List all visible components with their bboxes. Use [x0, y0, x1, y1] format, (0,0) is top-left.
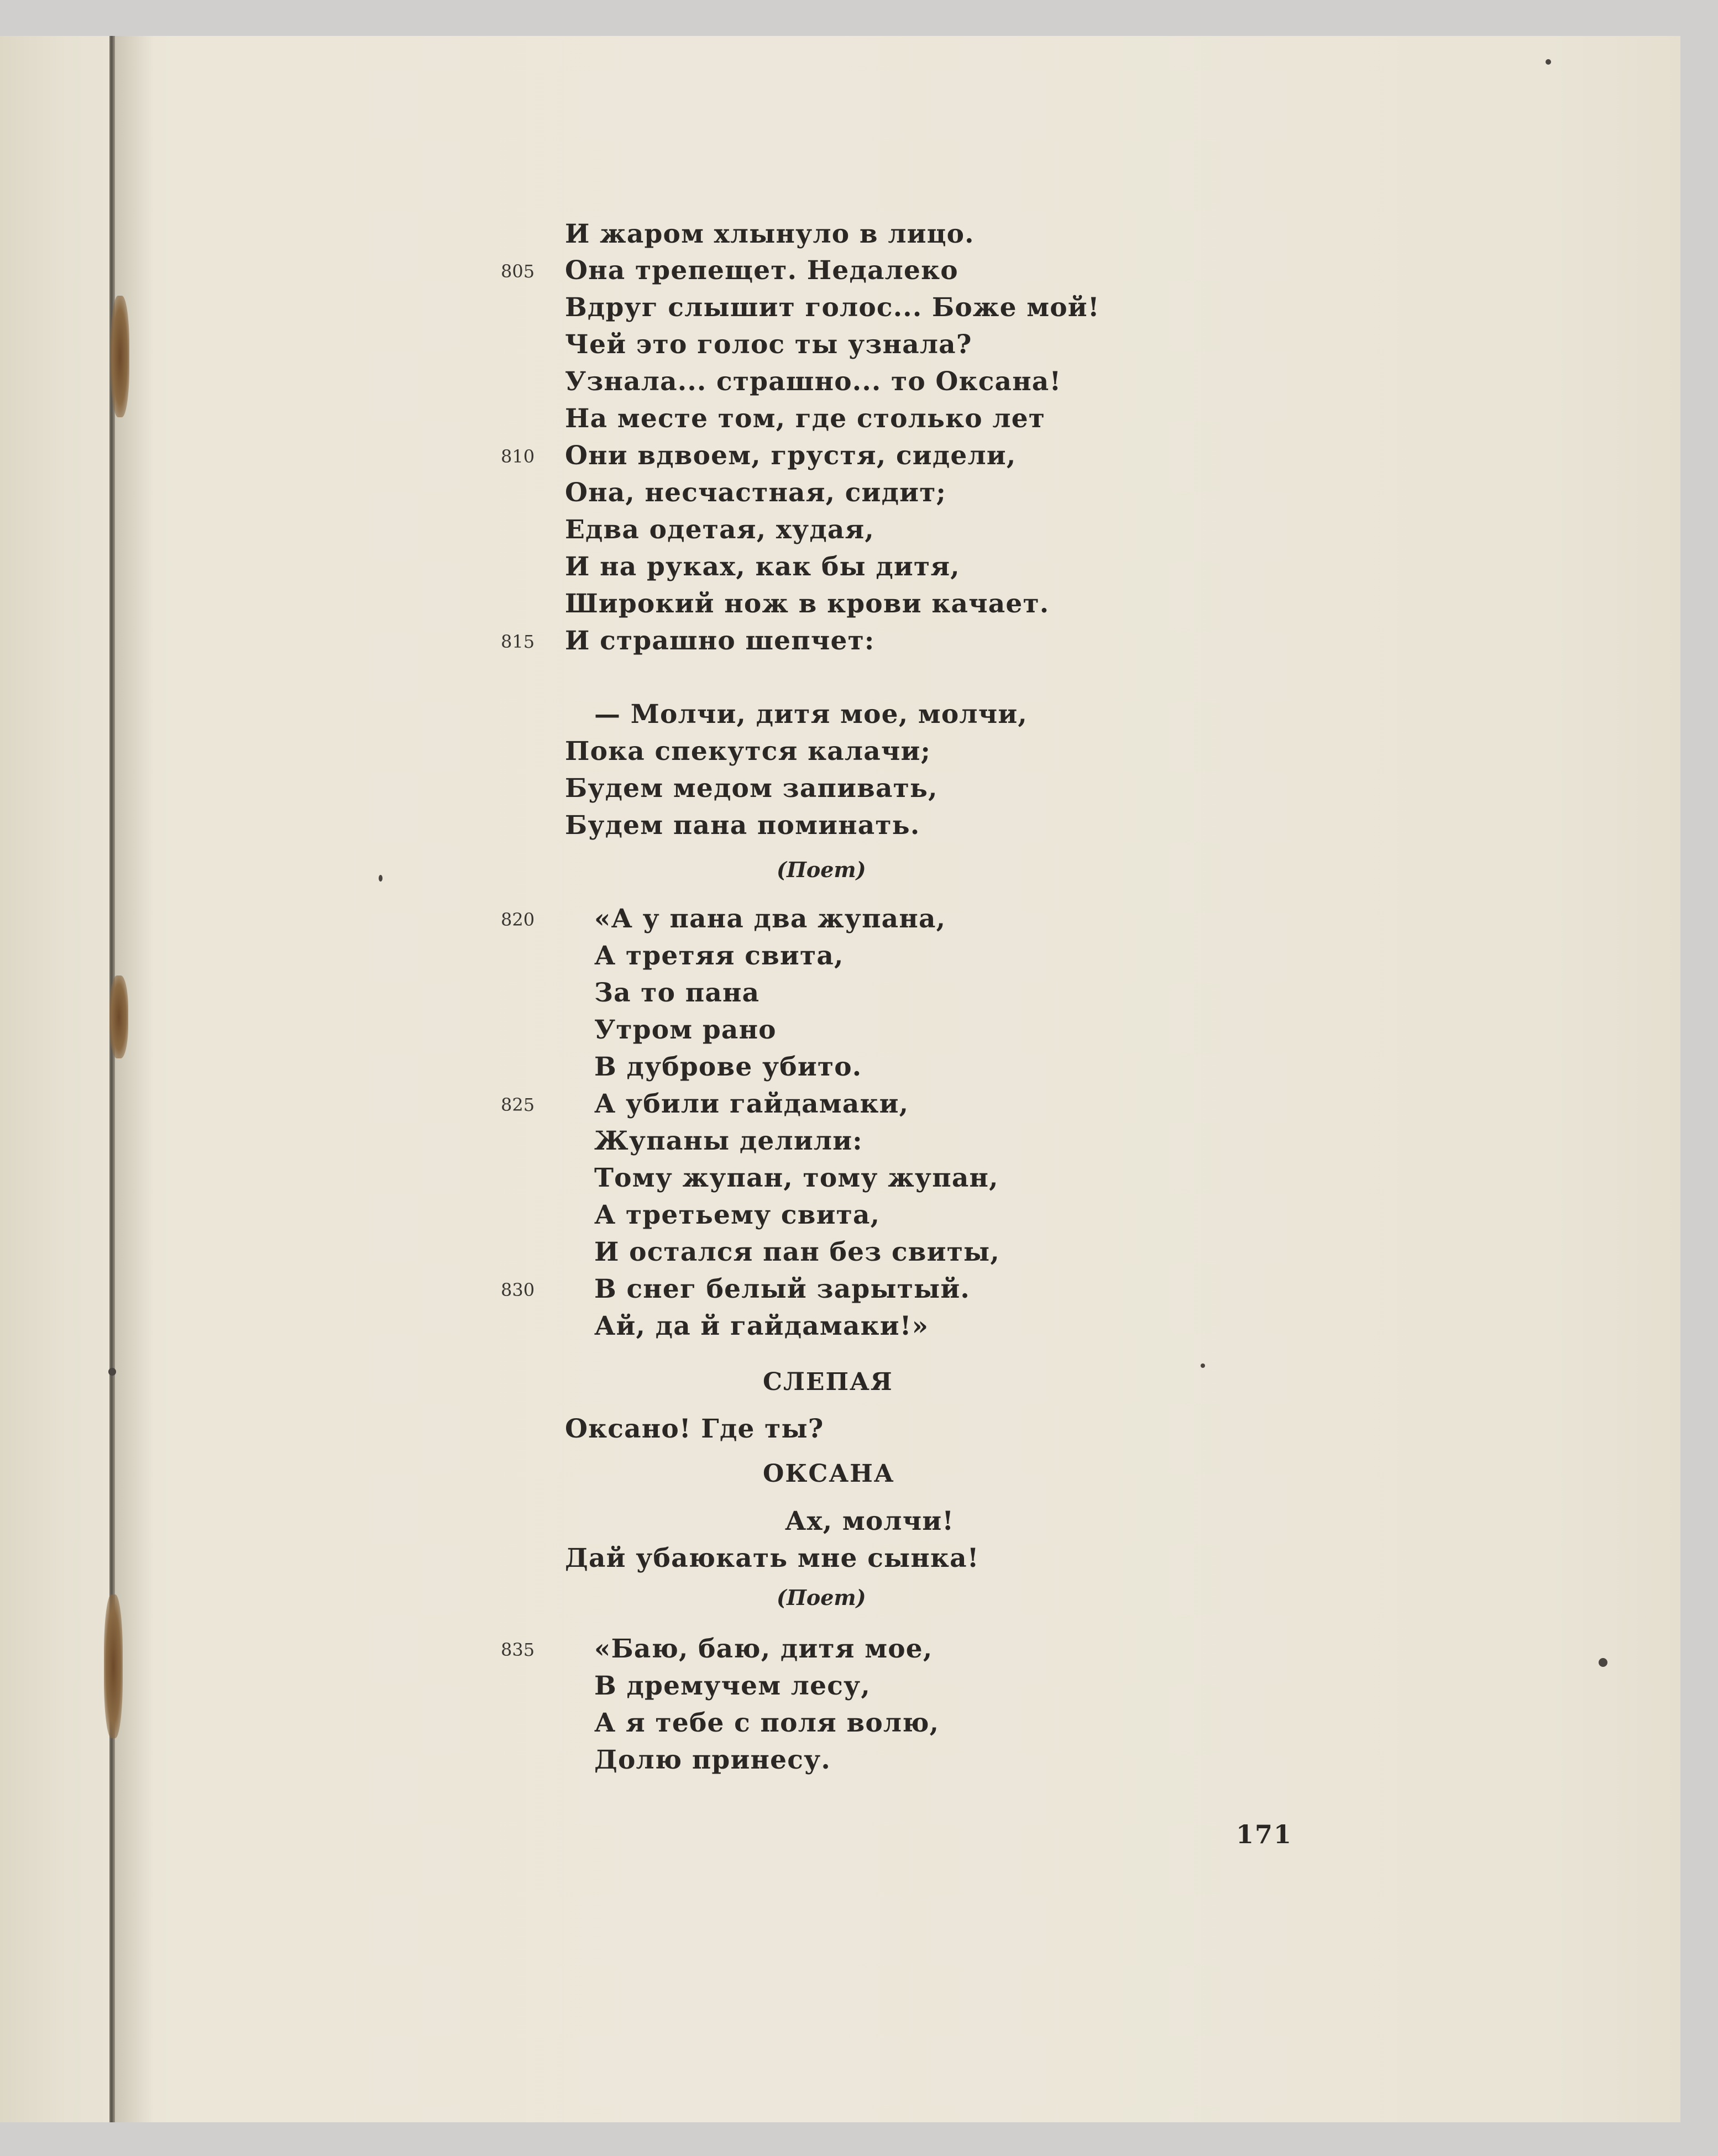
verse-line: Жупаны делили:: [594, 1126, 863, 1156]
verse-line: Чей это голос ты узнала?: [565, 329, 972, 360]
verse-line: Вдруг слышит голос... Боже мой!: [565, 292, 1100, 323]
stage-direction: (Поет): [777, 857, 866, 882]
verse-line: А третьему свита,: [594, 1200, 881, 1230]
verse-line: Тому жупан, тому жупан,: [594, 1163, 999, 1193]
verse-line: А я тебе с поля волю,: [594, 1708, 940, 1738]
verse-line: Широкий нож в крови качает.: [565, 589, 1050, 619]
line-number: 815: [501, 631, 535, 652]
verse-line: Пока спекутся калачи;: [565, 736, 931, 767]
verse-line: Узнала... страшно... то Оксана!: [565, 366, 1062, 397]
stage-direction: (Поет): [777, 1585, 866, 1610]
verse-line: «А у пана два жупана,: [594, 904, 946, 934]
verse-line: За то пана: [594, 978, 760, 1008]
verse-line: И остался пан без свиты,: [594, 1237, 1000, 1267]
verse-line: Утром рано: [594, 1015, 777, 1045]
verse-line: В дуброве убито.: [594, 1052, 862, 1082]
speaker-name: СЛЕПАЯ: [763, 1368, 893, 1396]
verse-line: И страшно шепчет:: [565, 626, 875, 656]
line-number: 810: [501, 446, 535, 467]
verse-line: В снег белый зарытый.: [594, 1274, 970, 1304]
page-number: 171: [1236, 1819, 1293, 1849]
verse-line: Будем пана поминать.: [565, 810, 920, 841]
line-number: 820: [501, 909, 535, 930]
verse-line: Ай, да й гайдамаки!»: [594, 1311, 929, 1341]
verse-line: Оксано! Где ты?: [565, 1414, 824, 1444]
verse-line: Они вдвоем, грустя, сидели,: [565, 440, 1017, 471]
verse-line: — Молчи, дитя мое, молчи,: [594, 699, 1028, 730]
verse-line: Она трепещет. Недалеко: [565, 255, 958, 286]
verse-line: И на руках, как бы дитя,: [565, 552, 960, 582]
speaker-name: ОКСАНА: [763, 1460, 895, 1488]
line-number: 805: [501, 261, 535, 282]
verse-line: Едва одетая, худая,: [565, 515, 874, 545]
verse-line: И жаром хлынуло в лицо.: [565, 219, 975, 249]
verse-line: А третяя свита,: [594, 941, 844, 971]
verse-line: В дремучем лесу,: [594, 1671, 871, 1701]
verse-line: Она, несчастная, сидит;: [565, 478, 947, 508]
verse-line: «Баю, баю, дитя мое,: [594, 1634, 933, 1664]
poem-text: [0, 36, 1680, 2122]
line-number: 830: [501, 1279, 535, 1300]
verse-line: А убили гайдамаки,: [594, 1089, 909, 1119]
verse-line: Будем медом запивать,: [565, 773, 938, 804]
verse-line: Дай убаюкать мне сынка!: [565, 1543, 980, 1573]
line-number: 825: [501, 1094, 535, 1115]
line-number: 835: [501, 1639, 535, 1660]
verse-line: Ах, молчи!: [785, 1506, 955, 1536]
verse-line: Долю принесу.: [594, 1745, 831, 1775]
verse-line: На месте том, где столько лет: [565, 403, 1046, 434]
